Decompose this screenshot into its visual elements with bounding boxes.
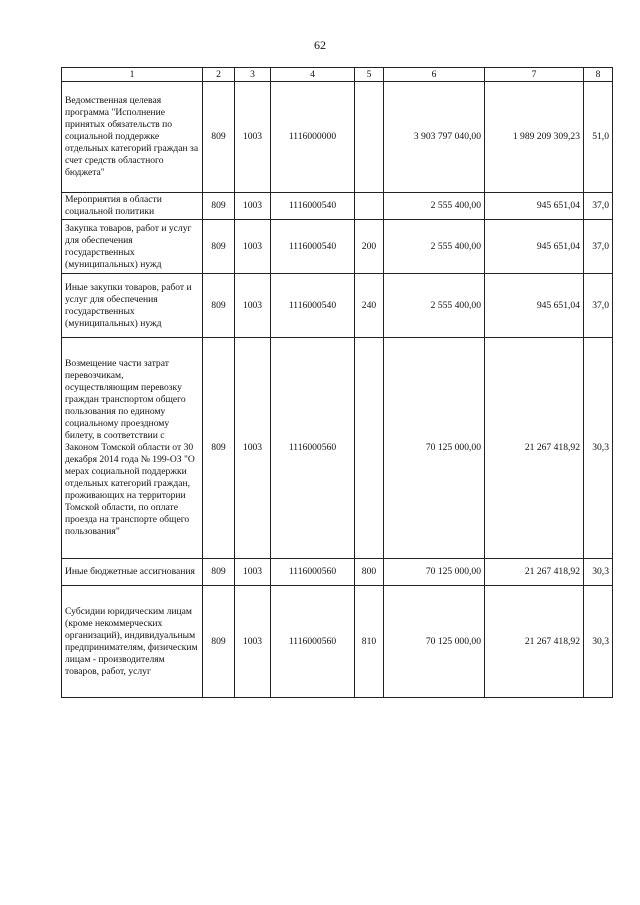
table-row — [62, 220, 613, 274]
target-article-cell: 1116000540 — [271, 193, 355, 220]
actual-amount-cell: 21 267 418,92 — [485, 586, 584, 698]
row-name-cell: Ведомственная целевая программа "Исполнение принятых обязательств по социальной поддержке отдельных категорий граждан за счет средств областного бюджета" — [62, 82, 203, 193]
target-article-cell: 1116000540 — [271, 274, 355, 338]
actual-amount-cell: 945 651,04 — [485, 220, 584, 274]
target-article-cell: 1116000000 — [271, 82, 355, 193]
percent-cell: 30,3 — [584, 338, 613, 559]
section-code-cell: 1003 — [235, 559, 271, 586]
expense-type-cell — [355, 193, 384, 220]
column-header: 8 — [584, 68, 613, 82]
target-article-cell: 1116000560 — [271, 586, 355, 698]
section-code-cell: 1003 — [235, 82, 271, 193]
expense-type-cell — [355, 82, 384, 193]
row-name-cell: Иные бюджетные ассигнования — [62, 559, 203, 586]
expense-type-cell: 800 — [355, 559, 384, 586]
plan-amount-cell: 3 903 797 040,00 — [384, 82, 485, 193]
percent-cell: 37,0 — [584, 220, 613, 274]
plan-amount-cell: 70 125 000,00 — [384, 338, 485, 559]
table-row — [62, 586, 613, 698]
chapter-code-cell: 809 — [203, 82, 235, 193]
target-article-cell: 1116000540 — [271, 220, 355, 274]
row-name-cell: Субсидии юридическим лицам (кроме некоммерческих организаций), индивидуальным предпринимателям, физическим лицам - производителям товаров, работ, услуг — [62, 586, 203, 698]
plan-amount-cell: 70 125 000,00 — [384, 559, 485, 586]
section-code-cell: 1003 — [235, 220, 271, 274]
section-code-cell: 1003 — [235, 338, 271, 559]
chapter-code-cell: 809 — [203, 586, 235, 698]
plan-amount-cell: 2 555 400,00 — [384, 193, 485, 220]
row-name-cell: Закупка товаров, работ и услуг для обеспечения государственных (муниципальных) нужд — [62, 220, 203, 274]
column-header: 4 — [271, 68, 355, 82]
actual-amount-cell: 945 651,04 — [485, 274, 584, 338]
chapter-code-cell: 809 — [203, 274, 235, 338]
column-header: 2 — [203, 68, 235, 82]
column-header: 5 — [355, 68, 384, 82]
actual-amount-cell: 945 651,04 — [485, 193, 584, 220]
expense-type-cell: 240 — [355, 274, 384, 338]
expense-type-cell: 200 — [355, 220, 384, 274]
plan-amount-cell: 2 555 400,00 — [384, 220, 485, 274]
table-row — [62, 193, 613, 220]
table-header-row — [62, 68, 613, 82]
budget-table — [61, 67, 613, 698]
actual-amount-cell: 1 989 209 309,23 — [485, 82, 584, 193]
plan-amount-cell: 70 125 000,00 — [384, 586, 485, 698]
table-row — [62, 338, 613, 559]
target-article-cell: 1116000560 — [271, 559, 355, 586]
column-header: 6 — [384, 68, 485, 82]
row-name-cell: Мероприятия в области социальной политики — [62, 193, 203, 220]
percent-cell: 51,0 — [584, 82, 613, 193]
row-name-cell: Иные закупки товаров, работ и услуг для обеспечения государственных (муниципальных) нужд — [62, 274, 203, 338]
target-article-cell: 1116000560 — [271, 338, 355, 559]
chapter-code-cell: 809 — [203, 559, 235, 586]
expense-type-cell: 810 — [355, 586, 384, 698]
chapter-code-cell: 809 — [203, 338, 235, 559]
percent-cell: 30,3 — [584, 586, 613, 698]
table-row — [62, 559, 613, 586]
percent-cell: 37,0 — [584, 193, 613, 220]
expense-type-cell — [355, 338, 384, 559]
actual-amount-cell: 21 267 418,92 — [485, 559, 584, 586]
percent-cell: 30,3 — [584, 559, 613, 586]
column-header: 3 — [235, 68, 271, 82]
row-name-cell: Возмещение части затрат перевозчикам, осуществляющим перевозку граждан транспортом общего пользования по единому социальному проездному билету, в соответствии с Законом Томской области от 30 декабря 2014 года № 199-ОЗ "О мерах социальной поддержки отдельных категорий граждан, проживающих на территории Томской области, по оплате проезда на транспорте общего пользования" — [62, 338, 203, 559]
page-number: 62 — [314, 38, 326, 52]
section-code-cell: 1003 — [235, 193, 271, 220]
section-code-cell: 1003 — [235, 274, 271, 338]
column-header: 7 — [485, 68, 584, 82]
chapter-code-cell: 809 — [203, 220, 235, 274]
actual-amount-cell: 21 267 418,92 — [485, 338, 584, 559]
column-header: 1 — [62, 68, 203, 82]
table-row — [62, 274, 613, 338]
section-code-cell: 1003 — [235, 586, 271, 698]
plan-amount-cell: 2 555 400,00 — [384, 274, 485, 338]
percent-cell: 37,0 — [584, 274, 613, 338]
chapter-code-cell: 809 — [203, 193, 235, 220]
table-row — [62, 82, 613, 193]
